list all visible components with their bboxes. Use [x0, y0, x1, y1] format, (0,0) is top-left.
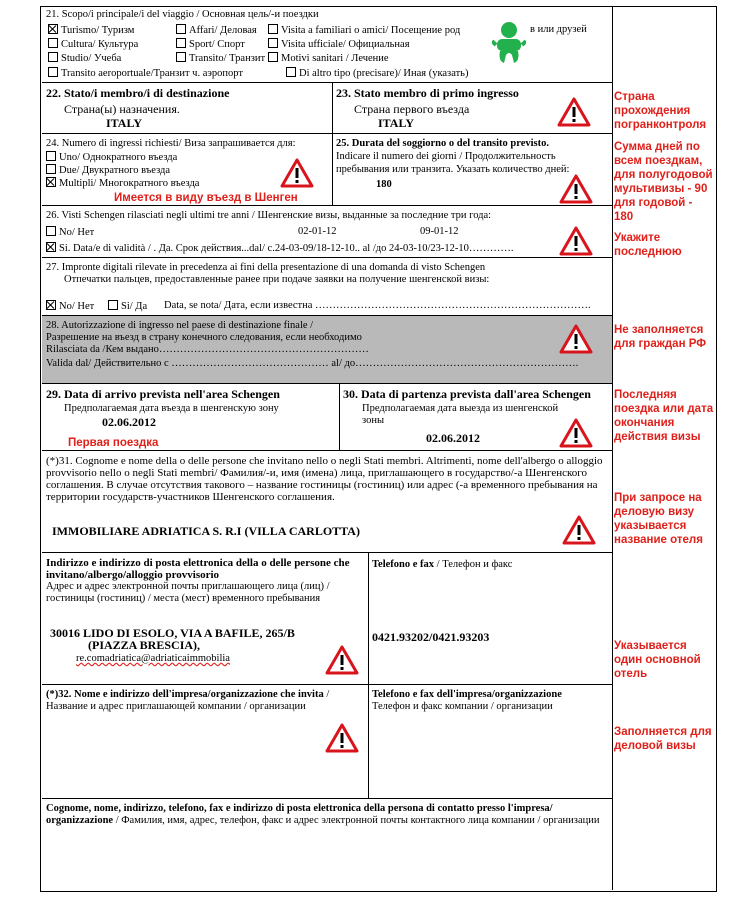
checkbox-icon	[268, 52, 278, 62]
s29-sub: Предполагаемая дата въезда в шенгенскую зону	[64, 403, 279, 414]
divider	[332, 134, 333, 206]
label-visita: Visita a familiari o amici/ Посещение род	[281, 25, 461, 36]
addr-sub: Адрес и адрес электронной почты приглашающего лица (лиц) / гостиницы (гостиниц) / места (мест) временного пребывания	[46, 581, 330, 604]
section-contact	[42, 799, 612, 890]
label-multipli: Multipli/ Многократного въезда	[59, 178, 200, 189]
checkbox-cultura[interactable]	[48, 38, 138, 51]
checkbox-27-si[interactable]	[108, 300, 147, 313]
checkbox-altro[interactable]	[286, 67, 468, 80]
label-cultura: Cultura/ Культура	[61, 39, 139, 50]
label-due: Due/ Двукратного въезда	[59, 165, 171, 176]
s27-sub: Отпечатки пальцев, предоставленные ранее при подаче заявки на получение шенгенской визы:	[64, 274, 490, 285]
label-studio: Studio/ Учеба	[61, 53, 122, 64]
checkbox-aeroporto[interactable]	[48, 67, 243, 80]
label-26-si: Si. Data/e di validità / . Да. Срок действия...dal/ с.24-03-09/18-12-10.. al /до 24-03-10/23-12-10………….	[59, 243, 514, 254]
addr-line3: re.comadriatica@adriaticaimmobilia	[76, 653, 230, 664]
s32-title-block	[46, 689, 364, 713]
s23-sub: Страна первого въезда	[354, 102, 470, 116]
section-24-25	[42, 134, 612, 206]
s25-title: 25. Durata del soggiorno o del transito previsto.	[336, 138, 550, 149]
note-days-sum: Сумма дней по всем поездкам, для полугодовой мультивизы - 90 для годовой - 180	[614, 141, 713, 223]
section-31	[42, 451, 612, 553]
s23-value: ITALY	[378, 116, 415, 130]
contact-block	[46, 803, 606, 827]
checkbox-checked-icon	[46, 177, 56, 187]
contact-sub: / Фамилия, имя, адрес, телефон, факс и адрес электронной почты контактного лица компании / организации	[113, 815, 600, 826]
label-26-no: No/ Нет	[59, 227, 95, 238]
checkbox-icon	[48, 52, 58, 62]
note-not-filled: Не заполняется для граждан РФ	[614, 324, 707, 350]
checkbox-checked-icon	[46, 300, 56, 310]
s29-title: 29. Data di arrivo prevista nell'area Schengen	[46, 387, 280, 401]
addr-title: Indirizzo e indirizzo di posta elettronica della o delle persone che invitano/albergo/alloggio provvisorio	[46, 557, 350, 581]
warning-triangle-icon	[325, 645, 359, 675]
s32-phone-sub: Телефон и факс компании / организации	[372, 701, 553, 712]
checkbox-26-no[interactable]	[46, 226, 94, 239]
warning-triangle-icon	[562, 515, 596, 545]
checkbox-icon	[286, 67, 296, 77]
label-transito: Transito/ Транзит	[189, 53, 266, 64]
warning-triangle-icon	[559, 226, 593, 256]
warning-triangle-icon	[559, 418, 593, 448]
label-27-no: No/ Нет	[59, 301, 95, 312]
s30-sub1: Предполагаемая дата выезда из шенгенской	[362, 403, 559, 414]
s28-line1: Rilasciata da /Кем выдано……………………………………………………	[46, 344, 369, 355]
s22-title: 22. Stato/i membro/i di destinazione	[46, 86, 230, 100]
s27-title: 27. Impronte digitali rilevate in precedenza ai fini della presentazione di una domanda di visto Schengen	[46, 262, 486, 273]
checkbox-affari[interactable]	[176, 24, 257, 37]
s32-title: (*)32. Nome e indirizzo dell'impresa/organizzazione che invita	[46, 689, 324, 700]
checkbox-ufficiale[interactable]	[268, 38, 410, 51]
addr-phone-label	[372, 559, 512, 571]
checkbox-icon	[46, 164, 56, 174]
label-27-si: Si/ Да	[121, 301, 148, 312]
contact-title: Cognome, nome, indirizzo, telefono, fax e indirizzo di posta elettronica della persona di contatto presso l'impresa/ organizzazione	[46, 803, 553, 826]
warning-triangle-icon	[557, 97, 591, 127]
checkbox-due[interactable]	[46, 164, 170, 177]
label-visita-end: в или друзей	[530, 24, 587, 35]
label-sanitari: Motivi sanitari / Лечение	[281, 53, 389, 64]
checkbox-checked-icon	[46, 242, 56, 252]
s24-title: 24. Numero di ingressi richiesti/ Виза запрашивается для:	[46, 138, 296, 149]
s25-value: 180	[376, 179, 392, 190]
baby-icon	[492, 21, 526, 65]
label-turismo: Turismo/ Туризм	[61, 25, 135, 36]
section-26	[42, 206, 612, 258]
checkbox-icon	[268, 38, 278, 48]
checkbox-icon	[176, 38, 186, 48]
checkbox-studio[interactable]	[48, 52, 121, 65]
checkbox-sport[interactable]	[176, 38, 245, 51]
s32-sub: / Название и адрес приглашающей компании / организации	[46, 689, 330, 712]
s26-date2: 09-01-12	[420, 226, 459, 237]
checkbox-uno[interactable]	[46, 151, 177, 164]
checkbox-sanitari[interactable]	[268, 52, 389, 65]
checkbox-visita[interactable]	[268, 24, 460, 37]
label-affari: Affari/ Деловая	[189, 25, 257, 36]
note-business-visa: Заполняется для деловой визы	[614, 726, 712, 752]
section-22-23	[42, 83, 612, 134]
section-28	[42, 316, 612, 384]
checkbox-multipli[interactable]	[46, 177, 199, 190]
warning-triangle-icon	[280, 158, 314, 188]
s23-title: 23. Stato membro di primo ingresso	[336, 86, 519, 100]
s22-sub: Страна(ы) назначения.	[64, 102, 180, 116]
s30-value: 02.06.2012	[426, 431, 480, 445]
label-ufficiale: Visita ufficiale/ Официальная	[281, 39, 410, 50]
s25-line2: Indicare il numero dei giorni / Продолжительность	[336, 151, 556, 162]
section-address	[42, 553, 612, 685]
s25-line3: пребывания или транзита. Указать количество дней:	[336, 164, 570, 175]
s22-value: ITALY	[106, 116, 143, 130]
divider	[339, 384, 340, 451]
checkbox-turismo[interactable]	[48, 24, 134, 37]
checkbox-27-no[interactable]	[46, 300, 94, 313]
s31-value: IMMOBILIARE ADRIATICA S. R.I (VILLA CARLOTTA)	[52, 524, 360, 538]
checkbox-transito[interactable]	[176, 52, 265, 65]
warning-triangle-icon	[325, 723, 359, 753]
s28-title: 28. Autorizzazione di ingresso nel paese di destinazione finale /	[46, 320, 314, 331]
warning-triangle-icon	[559, 174, 593, 204]
section-21	[42, 7, 612, 83]
s29-value: 02.06.2012	[102, 415, 156, 429]
s28-line2: Valida dal/ Действительно с ……………………………………… al/ до……………………………………………………….	[46, 358, 579, 369]
addr-line2: (PIAZZA BRESCIA),	[88, 638, 201, 652]
s27-data: Data, se nota/ Дата, если известна …………………………………………………………………….	[164, 300, 591, 311]
addr-phone-title: Telefono e fax	[372, 559, 435, 570]
s26-title: 26. Visti Schengen rilasciati negli ultimi tre anni / Шенгенские визы, выданные за последние три года:	[46, 210, 492, 221]
note-last-trip: Последняя поездка или дата окончания действия визы	[614, 389, 714, 443]
label-altro: Di altro tipo (precisare)/ Иная (указать)	[299, 68, 469, 79]
label-uno: Uno/ Однократного въезда	[59, 152, 178, 163]
checkbox-icon	[176, 52, 186, 62]
section-32	[42, 685, 612, 799]
checkbox-icon	[46, 226, 56, 236]
note-first-trip: Первая поездка	[68, 437, 159, 449]
warning-triangle-icon	[559, 324, 593, 354]
checkbox-checked-icon	[48, 24, 58, 34]
s31-text: (*)31. Cognome e nome della o delle persone che invitano nello o negli Stati membri. Altrimenti, nome dell'albergo o alloggio provvisorio nello o negli Stati membri/ Фамилия/-и, имя (имена) лица, приглашающего в государство/-а Шенгенского соглашения. В случае отсутствия такового – название гостиницы (гостиниц) или адрес (-а временного пребывания на территории государств-участников Шенгенского соглашения.	[46, 455, 603, 503]
checkbox-icon	[48, 67, 58, 77]
note-business-hotel: При запросе на деловую визу указывается название отеля	[614, 492, 703, 546]
checkbox-icon	[268, 24, 278, 34]
s21-title: 21. Scopo/i principale/i del viaggio / Основная цель/-и поездки	[46, 9, 319, 20]
addr-line1: 30016 LIDO DI ESOLO, VIA A BAFILE, 265/B	[50, 626, 295, 640]
note-border-country: Страна прохождения погранконтроля	[614, 91, 707, 131]
label-sport: Sport/ Спорт	[189, 39, 245, 50]
addr-phone: 0421.93202/0421.93203	[372, 630, 490, 644]
section-27	[42, 258, 612, 316]
s28-sub: Разрешение на въезд в страну конечного следования, если необходимо	[46, 332, 362, 343]
s32-phone-title: Telefono e fax dell'impresa/organizzazione	[372, 689, 562, 700]
checkbox-icon	[176, 24, 186, 34]
checkbox-icon	[46, 151, 56, 161]
addr-phone-sub: / Телефон и факс	[434, 559, 513, 570]
s26-date1: 02-01-12	[298, 226, 337, 237]
divider	[332, 83, 333, 134]
label-aeroporto: Transito aeroportuale/Транзит ч. аэропорт	[61, 68, 243, 79]
checkbox-icon	[108, 300, 118, 310]
note-schengen: Имеется в виду въезд в Шенген	[114, 192, 298, 204]
note-last: Укажите последнюю	[614, 232, 682, 258]
s30-sub2: зоны	[362, 415, 385, 426]
s30-title: 30. Data di partenza prevista dall'area Schengen	[343, 387, 591, 401]
section-29-30	[42, 384, 612, 451]
checkbox-26-si[interactable]	[46, 242, 513, 255]
visa-form	[42, 7, 613, 890]
note-main-hotel: Указывается один основной отель	[614, 640, 701, 680]
checkbox-icon	[48, 38, 58, 48]
